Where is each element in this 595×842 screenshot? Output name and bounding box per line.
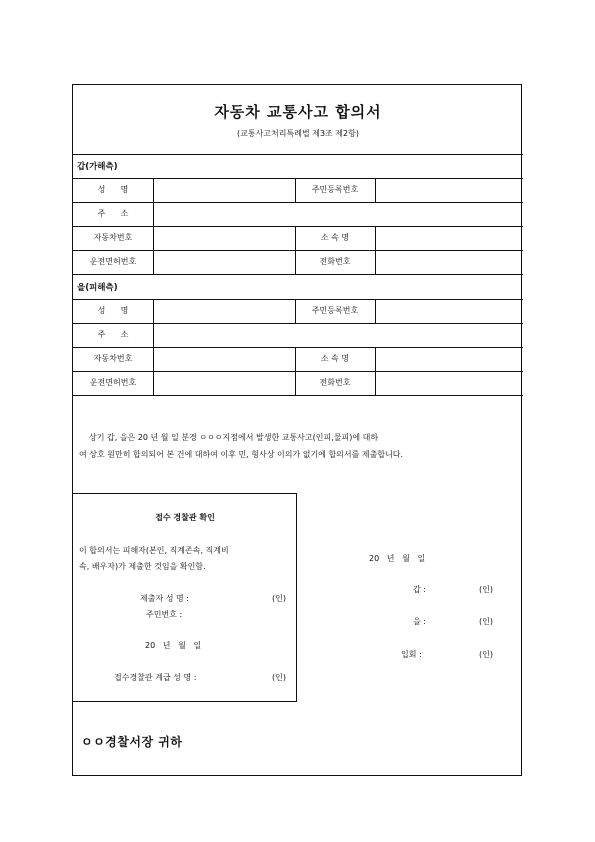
party-b-affiliation-label: 소 속 명: [320, 354, 350, 363]
party-a-seal[interactable]: (인): [479, 585, 493, 594]
divider: [73, 274, 523, 275]
party-b-phone-label: 전화번호: [319, 378, 351, 387]
party-b-header: 을(피해측): [77, 283, 118, 293]
party-b-sign-label: 을 :: [413, 617, 426, 626]
party-b-vehicle-field[interactable]: [153, 347, 295, 371]
party-b-rrn-field[interactable]: [375, 299, 523, 323]
page-title: 자동차 교통사고 합의서: [214, 103, 382, 121]
addressee: ㅇㅇ경찰서장 귀하: [81, 735, 183, 749]
party-a-affiliation-label: 소 속 명: [320, 233, 350, 242]
party-a-address-field[interactable]: [153, 202, 523, 226]
statement-line-1: 상기 갑, 을은 20 년 월 일 분경 ㅇㅇㅇ지점에서 발생한 교통사고(인피,물피)에 대하: [89, 433, 379, 442]
party-a-rrn-label: 주민등록번호: [311, 185, 359, 194]
party-a-license-label: 운전면허번호: [89, 257, 137, 266]
party-a-license-field[interactable]: [153, 250, 295, 274]
party-b-license-field[interactable]: [153, 371, 295, 395]
party-a-phone-field[interactable]: [375, 250, 523, 274]
signature-date: 20 년 월 일: [369, 554, 426, 563]
police-box-text-2: 속, 배우자)가 제출한 것임을 확인함.: [79, 562, 206, 571]
party-b-rrn-label: 주민등록번호: [311, 306, 359, 315]
party-b-affiliation-field[interactable]: [375, 347, 523, 371]
party-b-phone-field[interactable]: [375, 371, 523, 395]
party-a-name-field[interactable]: [153, 178, 295, 202]
party-b-vehicle-label: 자동차번호: [93, 354, 133, 363]
submitter-name-label: 제출자 성 명 :: [140, 594, 189, 603]
party-a-sign-label: 갑 :: [413, 585, 426, 594]
divider: [73, 395, 523, 396]
party-a-affiliation-field[interactable]: [375, 226, 523, 250]
party-b-license-label: 운전면허번호: [89, 378, 137, 387]
officer-seal[interactable]: (인): [272, 673, 286, 682]
page-subtitle: (교통사고처리특례법 제3조 제2항): [237, 129, 359, 138]
party-a-vehicle-field[interactable]: [153, 226, 295, 250]
party-a-name-label: 성 명: [97, 185, 129, 194]
police-box-date: 20 년 월 일: [145, 641, 202, 650]
submitter-id-label: 주민번호 :: [146, 610, 183, 619]
submitter-seal[interactable]: (인): [272, 594, 286, 603]
divider: [73, 154, 523, 155]
party-b-address-field[interactable]: [153, 323, 523, 347]
party-a-address-label: 주 소: [97, 209, 129, 218]
witness-sign-label: 입회 :: [401, 650, 422, 659]
police-box-heading: 접수 경찰관 확인: [155, 513, 215, 522]
party-b-address-label: 주 소: [97, 330, 129, 339]
party-a-header: 갑(가해측): [77, 162, 118, 172]
officer-name-label: 접수경찰관 계급 성 명 :: [114, 673, 197, 682]
party-b-seal[interactable]: (인): [479, 617, 493, 626]
party-a-rrn-field[interactable]: [375, 178, 523, 202]
party-b-name-field[interactable]: [153, 299, 295, 323]
police-confirmation-box: [73, 493, 297, 702]
party-a-phone-label: 전화번호: [319, 257, 351, 266]
party-b-name-label: 성 명: [97, 306, 129, 315]
party-a-vehicle-label: 자동차번호: [93, 233, 133, 242]
agreement-form: [72, 84, 522, 776]
witness-seal[interactable]: (인): [479, 650, 493, 659]
statement-line-2: 여 상호 원만히 합의되어 본 건에 대하여 이후 민, 형사상 이의가 없기에 합의서를 제출합니다.: [79, 450, 404, 459]
police-box-text-1: 이 합의서는 피해자(본인, 직계존속, 직계비: [79, 546, 229, 555]
